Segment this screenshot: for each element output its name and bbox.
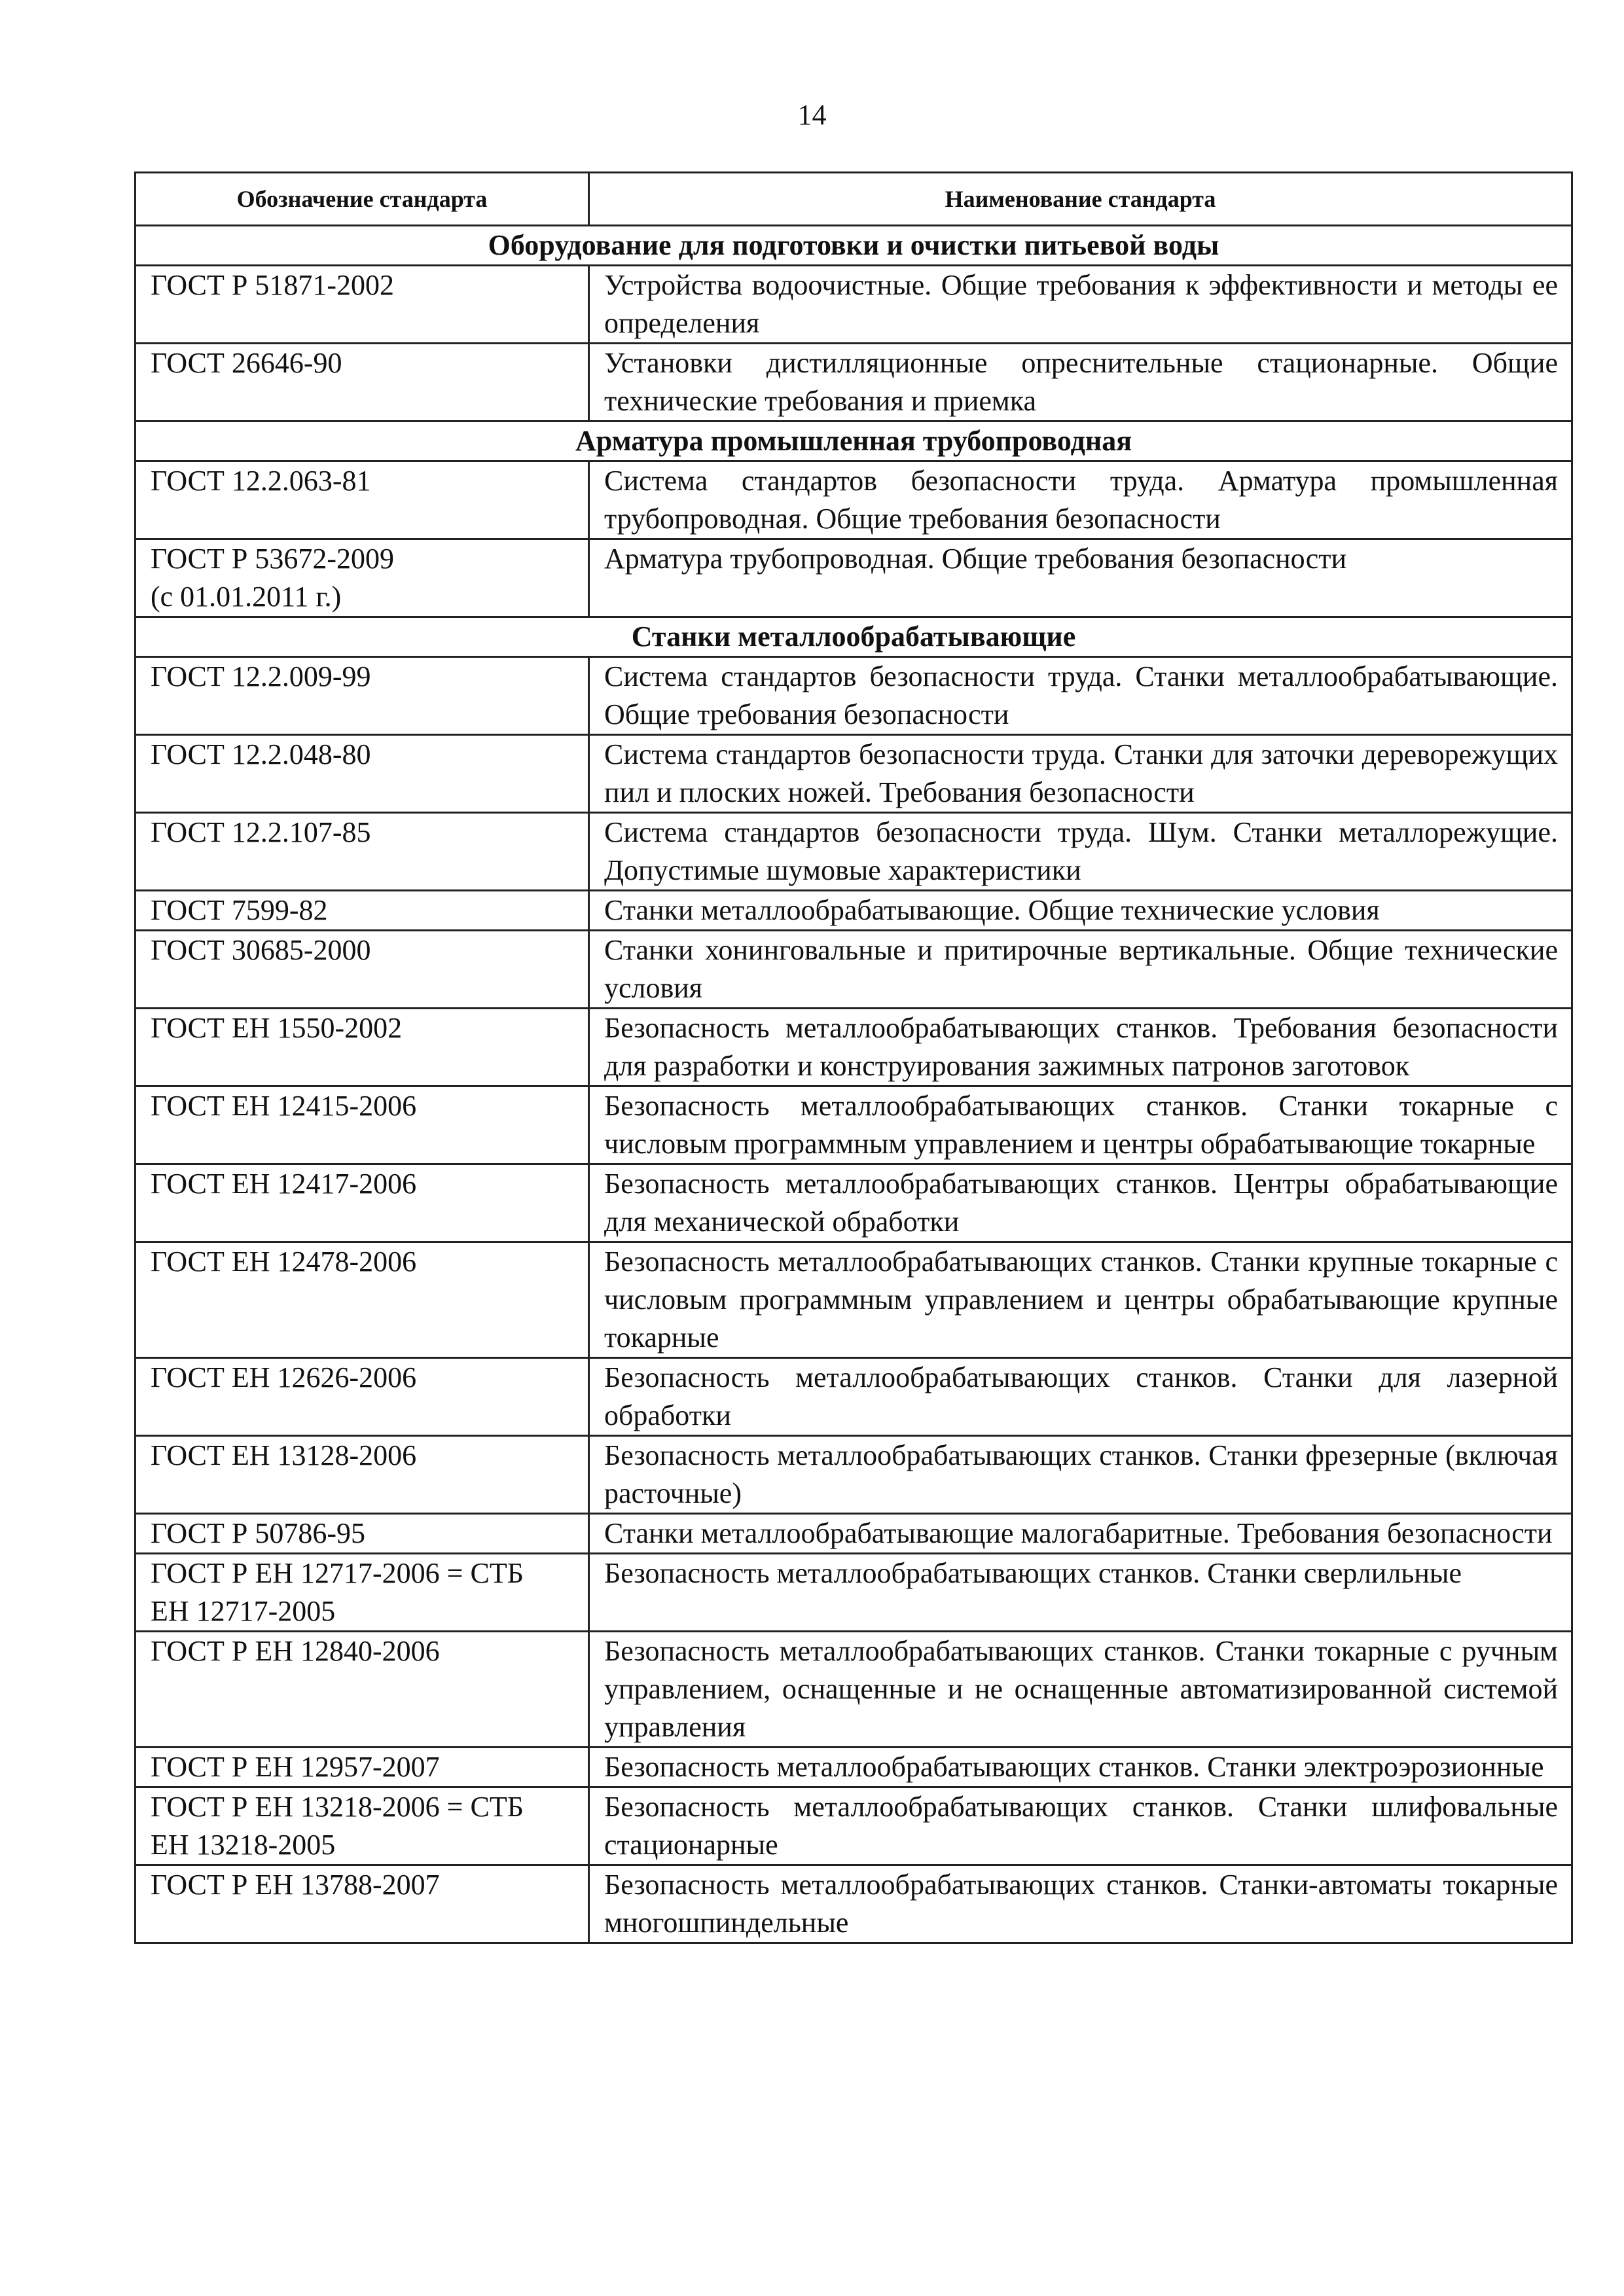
- standard-name: Безопасность металлообрабатывающих станков. Станки токарные с числовым программным управлением и центры обрабатывающие токарные: [589, 1086, 1572, 1164]
- standard-code: (с 01.01.2011 г.): [151, 581, 342, 613]
- section-title: Оборудование для подготовки и очистки питьевой воды: [135, 226, 1572, 266]
- standard-code-cell: [135, 1865, 589, 1943]
- standard-code-cell: [135, 1514, 589, 1554]
- table-row: [135, 1086, 1572, 1164]
- standard-name: Система стандартов безопасности труда. Шум. Станки металлорежущие. Допустимые шумовые характеристики: [589, 813, 1572, 891]
- standard-code: ГОСТ 12.2.107-85: [151, 816, 371, 848]
- table-row: [135, 461, 1572, 539]
- standard-name: Безопасность металлообрабатывающих станков. Станки крупные токарные с числовым программным управлением и центры обрабатывающие крупные токарные: [589, 1242, 1572, 1358]
- standard-code-cell: [135, 657, 589, 735]
- standard-code-cell: [135, 1164, 589, 1242]
- standard-code: ГОСТ 7599-82: [151, 894, 328, 926]
- standard-name: Устройства водоочистные. Общие требования к эффективности и методы ее определения: [589, 266, 1572, 344]
- table-row: [135, 1009, 1572, 1086]
- standard-code-cell: [135, 891, 589, 931]
- table-row: [135, 891, 1572, 931]
- standard-name: Система стандартов безопасности труда. Арматура промышленная трубопроводная. Общие требования безопасности: [589, 461, 1572, 539]
- table-row: [135, 1865, 1572, 1943]
- standard-code: ЕН 12717-2005: [151, 1595, 336, 1627]
- table-row: [135, 1436, 1572, 1514]
- column-header-code: Обозначение стандарта: [135, 173, 589, 226]
- standard-name: Станки металлообрабатывающие малогабаритные. Требования безопасности: [589, 1514, 1572, 1554]
- standard-code: ГОСТ Р 50786-95: [151, 1517, 366, 1549]
- standard-name: Безопасность металлообрабатывающих станков. Станки сверлильные: [589, 1554, 1572, 1632]
- standard-name: Система стандартов безопасности труда. Станки для заточки дереворежущих пил и плоских ножей. Требования безопасности: [589, 735, 1572, 813]
- table-row: [135, 1554, 1572, 1632]
- standard-code-cell: [135, 1242, 589, 1358]
- section-row: [135, 617, 1572, 657]
- standard-code-cell: [135, 344, 589, 422]
- standard-name: Безопасность металлообрабатывающих станков. Станки токарные с ручным управлением, оснащенные и не оснащенные автоматизированной системой управления: [589, 1632, 1572, 1748]
- standard-code-cell: [135, 735, 589, 813]
- section-title: Арматура промышленная трубопроводная: [135, 422, 1572, 461]
- standard-code: ГОСТ Р ЕН 12840-2006: [151, 1635, 440, 1667]
- table-row: [135, 1164, 1572, 1242]
- standard-code-cell: [135, 931, 589, 1009]
- table-row: [135, 1514, 1572, 1554]
- table-header-row: [135, 173, 1572, 226]
- standard-code: ГОСТ ЕН 13128-2006: [151, 1439, 417, 1471]
- standard-code: ГОСТ Р ЕН 12717-2006 = СТБ: [151, 1557, 524, 1589]
- table-row: [135, 539, 1572, 617]
- table-row: [135, 1358, 1572, 1436]
- standard-code-cell: [135, 1436, 589, 1514]
- standard-code: ГОСТ Р 51871-2002: [151, 269, 395, 301]
- standard-code: ГОСТ Р ЕН 13788-2007: [151, 1869, 440, 1901]
- table-body: [135, 226, 1572, 1943]
- standard-code-cell: [135, 1632, 589, 1748]
- section-row: [135, 422, 1572, 461]
- standard-name: Установки дистилляционные опреснительные стационарные. Общие технические требования и приемка: [589, 344, 1572, 422]
- table-row: [135, 813, 1572, 891]
- standard-code-cell: [135, 1009, 589, 1086]
- standard-code-cell: [135, 1748, 589, 1787]
- standard-code-cell: [135, 1358, 589, 1436]
- table-row: [135, 1787, 1572, 1865]
- standard-code: ГОСТ ЕН 12626-2006: [151, 1361, 417, 1393]
- page-number: 14: [797, 99, 827, 131]
- standard-name: Безопасность металлообрабатывающих станков. Станки для лазерной обработки: [589, 1358, 1572, 1436]
- standard-code: ГОСТ 12.2.048-80: [151, 738, 371, 770]
- standard-name: Станки металлообрабатывающие. Общие технические условия: [589, 891, 1572, 931]
- standard-code-cell: [135, 1086, 589, 1164]
- standard-code: ГОСТ 12.2.063-81: [151, 465, 371, 497]
- standard-name: Арматура трубопроводная. Общие требования безопасности: [589, 539, 1572, 617]
- standard-name: Безопасность металлообрабатывающих станков. Станки-автоматы токарные многошпиндельные: [589, 1865, 1572, 1943]
- standard-code: ГОСТ ЕН 1550-2002: [151, 1012, 403, 1044]
- standard-code-cell: [135, 461, 589, 539]
- table-row: [135, 1632, 1572, 1748]
- standard-code-cell: [135, 1554, 589, 1632]
- standards-table: [134, 171, 1573, 1944]
- standard-code: ГОСТ 12.2.009-99: [151, 660, 371, 692]
- section-title: Станки металлообрабатывающие: [135, 617, 1572, 657]
- standards-table-container: [134, 171, 1571, 1944]
- standard-name: Станки хонинговальные и притирочные вертикальные. Общие технические условия: [589, 931, 1572, 1009]
- standard-code-cell: [135, 539, 589, 617]
- table-row: [135, 1748, 1572, 1787]
- standard-name: Безопасность металлообрабатывающих станков. Центры обрабатывающие для механической обработки: [589, 1164, 1572, 1242]
- standard-name: Система стандартов безопасности труда. Станки металлообрабатывающие. Общие требования безопасности: [589, 657, 1572, 735]
- standard-code: ГОСТ ЕН 12415-2006: [151, 1090, 417, 1122]
- standard-code-cell: [135, 813, 589, 891]
- column-header-name: Наименование стандарта: [589, 173, 1572, 226]
- standard-code-cell: [135, 266, 589, 344]
- standard-code: ГОСТ 30685-2000: [151, 934, 371, 966]
- section-row: [135, 226, 1572, 266]
- table-row: [135, 657, 1572, 735]
- standard-name: Безопасность металлообрабатывающих станков. Станки фрезерные (включая расточные): [589, 1436, 1572, 1514]
- standard-name: Безопасность металлообрабатывающих станков. Станки электроэрозионные: [589, 1748, 1572, 1787]
- standard-name: Безопасность металлообрабатывающих станков. Требования безопасности для разработки и конструирования зажимных патронов заготовок: [589, 1009, 1572, 1086]
- table-row: [135, 266, 1572, 344]
- standard-code: ГОСТ Р ЕН 12957-2007: [151, 1751, 440, 1783]
- standard-code: ГОСТ 26646-90: [151, 347, 342, 379]
- standard-code: ГОСТ Р 53672-2009: [151, 543, 395, 575]
- standard-code: ЕН 13218-2005: [151, 1829, 336, 1861]
- standard-code-cell: [135, 1787, 589, 1865]
- table-row: [135, 931, 1572, 1009]
- table-row: [135, 344, 1572, 422]
- standard-code: ГОСТ ЕН 12478-2006: [151, 1246, 417, 1278]
- table-row: [135, 735, 1572, 813]
- standard-name: Безопасность металлообрабатывающих станков. Станки шлифовальные стационарные: [589, 1787, 1572, 1865]
- standard-code: ГОСТ Р ЕН 13218-2006 = СТБ: [151, 1791, 524, 1823]
- standard-code: ГОСТ ЕН 12417-2006: [151, 1168, 417, 1200]
- table-row: [135, 1242, 1572, 1358]
